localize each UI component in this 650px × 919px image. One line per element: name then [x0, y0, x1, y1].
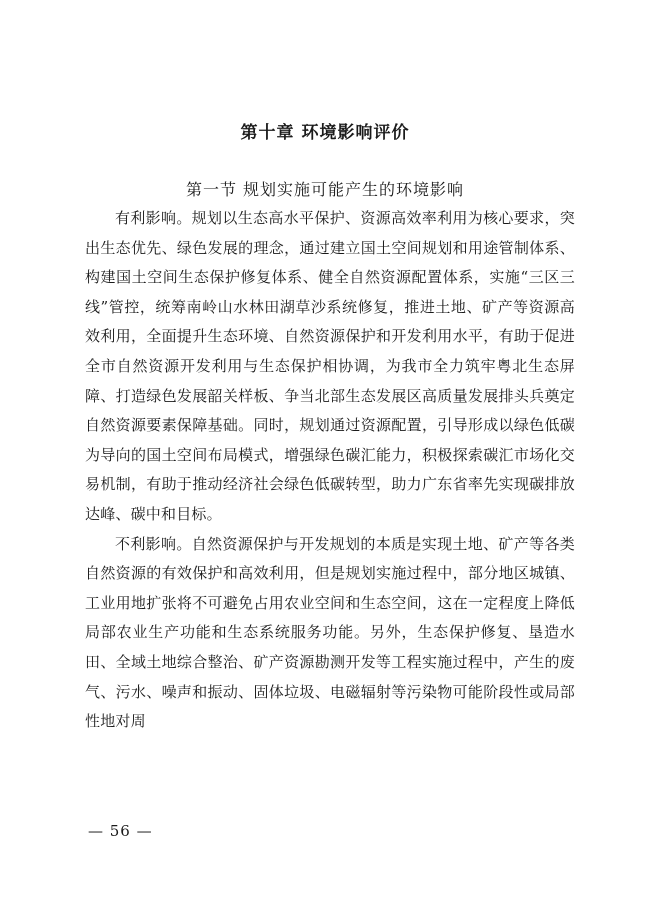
chapter-title: 第十章 环境影响评价: [240, 123, 410, 143]
body-text: [85, 204, 575, 737]
paragraph-adverse-impact: 不利影响。自然资源保护与开发规划的本质是实现土地、矿产等各类自然资源的有效保护和高效利用，但是规划实施过程中，部分地区城镇、工业用地扩张将不可避免占用农业空间和生态空间，这在一定程度上降低局部农业生产功能和生态系统服务功能。另外，生态保护修复、垦造水田、全域土地综合整治、矿产资源勘测开发等工程实施过程中，产生的废气、污水、噪声和振动、固体垃圾、电磁辐射等污染物可能阶段性或局部性地对周: [85, 534, 575, 731]
paragraph-favorable-impact: 有利影响。规划以生态高水平保护、资源高效率利用为核心要求，突出生态优先、绿色发展的理念，通过建立国土空间规划和用途管制体系、构建国土空间生态保护修复体系、健全自然资源配置体系，实施“三区三线”管控，统筹南岭山水林田湖草沙系统修复，推进土地、矿产等资源高效利用，全面提升生态环境、自然资源保护和开发利用水平，有助于促进全市自然资源开发利用与生态保护相协调，为我市全力筑牢粤北生态屏障、打造绿色发展韶关样板、争当北部生态发展区高质量发展排头兵奠定自然资源要素保障基础。同时，规划通过资源配置，引导形成以绿色低碳为导向的国土空间布局模式，增强绿色碳汇能力，积极探索碳汇市场化交易机制，有助于推动经济社会绿色低碳转型，助力广东省率先实现碳排放达峰、碳中和目标。: [85, 209, 575, 523]
section-title: 第一节 规划实施可能产生的环境影响: [185, 180, 465, 199]
page-number: — 56 —: [88, 822, 153, 840]
